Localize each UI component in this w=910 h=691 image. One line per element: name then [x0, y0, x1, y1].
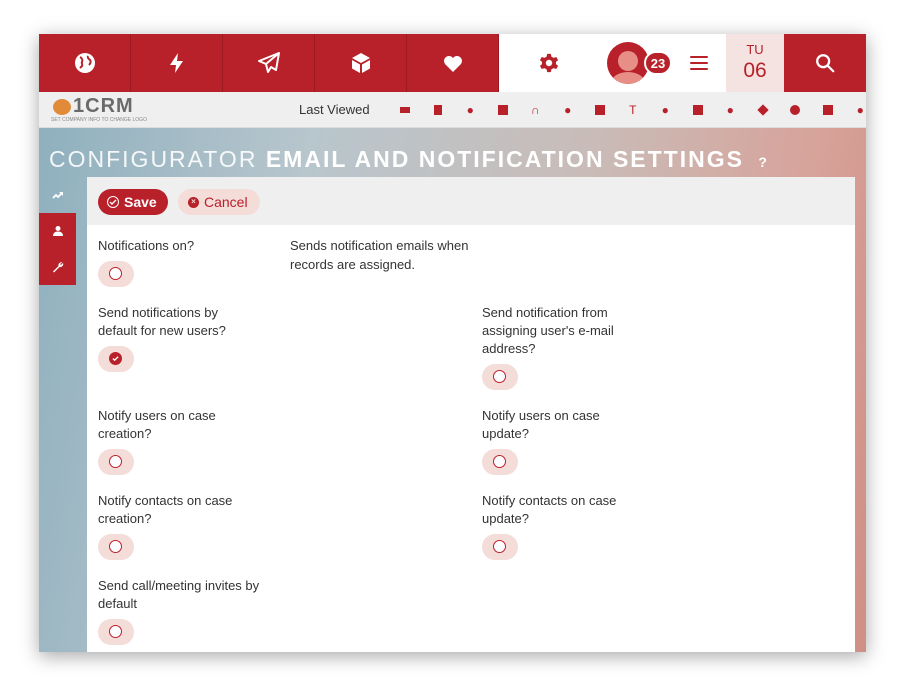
send-default-toggle[interactable]: [98, 346, 134, 372]
recent-item-cube-icon[interactable]: [747, 101, 780, 119]
nav-activity-button[interactable]: [131, 34, 223, 92]
heart-icon: [441, 51, 465, 75]
nav-globe-button[interactable]: [39, 34, 131, 92]
sidebar-item-tools[interactable]: [39, 249, 76, 285]
last-viewed-label: Last Viewed: [299, 102, 370, 117]
wrench-icon: [52, 261, 64, 273]
sidebar-item-trends[interactable]: [39, 177, 76, 213]
page-title: [49, 146, 769, 173]
cancel-button-label: Cancel: [204, 194, 248, 210]
settings-button[interactable]: [503, 34, 595, 92]
user-icon: [52, 225, 64, 237]
form-toolbar: [87, 177, 855, 225]
notify-users-creation-field: [98, 407, 238, 475]
send-default-field: [98, 304, 248, 372]
close-circle-icon: ×: [188, 197, 199, 208]
send-from-assigner-toggle[interactable]: [482, 364, 518, 390]
notify-contacts-creation-label: Notify contacts on case creation?: [98, 493, 233, 526]
page-title-main: EMAIL AND NOTIFICATION SETTINGS: [265, 146, 744, 172]
send-default-label: Send notifications by default for new users?: [98, 305, 226, 338]
notifications-on-label: Notifications on?: [98, 238, 195, 253]
send-invites-label: Send call/meeting invites by default: [98, 578, 260, 611]
recent-item-book-icon[interactable]: [487, 101, 520, 119]
paper-plane-icon: [257, 51, 281, 75]
recent-item-magnet-icon[interactable]: ∩: [530, 103, 540, 117]
avatar[interactable]: [607, 42, 649, 84]
recent-item-book-icon[interactable]: [682, 101, 715, 119]
left-sidebar: [39, 177, 76, 285]
send-from-assigner-field: [482, 304, 632, 390]
help-link[interactable]: ?: [758, 154, 769, 170]
notifications-on-toggle[interactable]: [98, 261, 134, 287]
notify-users-creation-label: Notify users on case creation?: [98, 408, 216, 441]
notify-contacts-update-label: Notify contacts on case update?: [482, 493, 617, 526]
notify-users-update-field: [482, 407, 622, 475]
trend-icon: [52, 189, 64, 201]
cube-icon: [349, 51, 373, 75]
recent-items: [389, 101, 866, 119]
search-button[interactable]: [784, 34, 866, 92]
cancel-button[interactable]: [178, 189, 260, 215]
save-button-label: Save: [124, 194, 157, 210]
date-day: 06: [743, 59, 767, 82]
recent-item-user-icon[interactable]: ●: [466, 103, 474, 117]
notifications-on-field: [98, 237, 278, 287]
page-title-section: CONFIGURATOR: [49, 146, 258, 172]
menu-icon[interactable]: [687, 52, 711, 74]
nav-products-button[interactable]: [315, 34, 407, 92]
check-circle-icon: [107, 196, 119, 208]
app-window: [39, 34, 866, 652]
save-button[interactable]: [98, 189, 168, 215]
calendar-date-button[interactable]: [726, 34, 784, 92]
logo-mark-icon: [53, 99, 71, 115]
recent-item-user-icon[interactable]: ●: [856, 103, 864, 117]
nav-send-button[interactable]: [223, 34, 315, 92]
recent-item-hammer-icon[interactable]: T: [629, 103, 637, 117]
sidebar-item-users[interactable]: [39, 213, 76, 249]
recent-item-user-icon[interactable]: ●: [661, 103, 669, 117]
send-invites-field: [98, 577, 278, 645]
company-logo[interactable]: [51, 96, 181, 124]
globe-icon: [73, 51, 97, 75]
notify-contacts-creation-field: [98, 492, 258, 560]
notify-contacts-creation-toggle[interactable]: [98, 534, 134, 560]
recent-item-user-icon[interactable]: ●: [564, 103, 572, 117]
notify-contacts-update-toggle[interactable]: [482, 534, 518, 560]
notify-users-creation-toggle[interactable]: [98, 449, 134, 475]
send-from-assigner-label: Send notification from assigning user's e-mail address?: [482, 305, 614, 356]
recent-item-book-icon[interactable]: [812, 101, 845, 119]
notification-badge[interactable]: 23: [644, 51, 672, 75]
logo-name: 1CRM: [73, 95, 134, 117]
bolt-icon: [165, 51, 189, 75]
send-invites-toggle[interactable]: [98, 619, 134, 645]
date-weekday: TU: [746, 42, 764, 57]
notifications-help-text: Sends notification emails when records are assigned.: [290, 238, 469, 272]
search-icon: [814, 52, 836, 74]
recent-item-clipboard-icon[interactable]: [422, 101, 455, 119]
avatar-body-shape: [611, 72, 645, 84]
gear-icon: [538, 52, 560, 74]
avatar-head-shape: [618, 51, 638, 71]
recent-item-book-icon[interactable]: [584, 101, 617, 119]
recent-item-card-icon[interactable]: [389, 101, 422, 119]
recent-item-pie-icon[interactable]: [779, 101, 812, 119]
notify-contacts-update-field: [482, 492, 642, 560]
nav-favorites-button[interactable]: [407, 34, 499, 92]
notify-users-update-label: Notify users on case update?: [482, 408, 600, 441]
recent-item-user-icon[interactable]: ●: [726, 103, 734, 117]
notify-users-update-toggle[interactable]: [482, 449, 518, 475]
secondary-bar: [39, 92, 866, 128]
settings-panel: [87, 177, 855, 652]
logo-tagline: SET COMPANY INFO TO CHANGE LOGO: [51, 117, 147, 123]
check-icon: [112, 355, 119, 362]
